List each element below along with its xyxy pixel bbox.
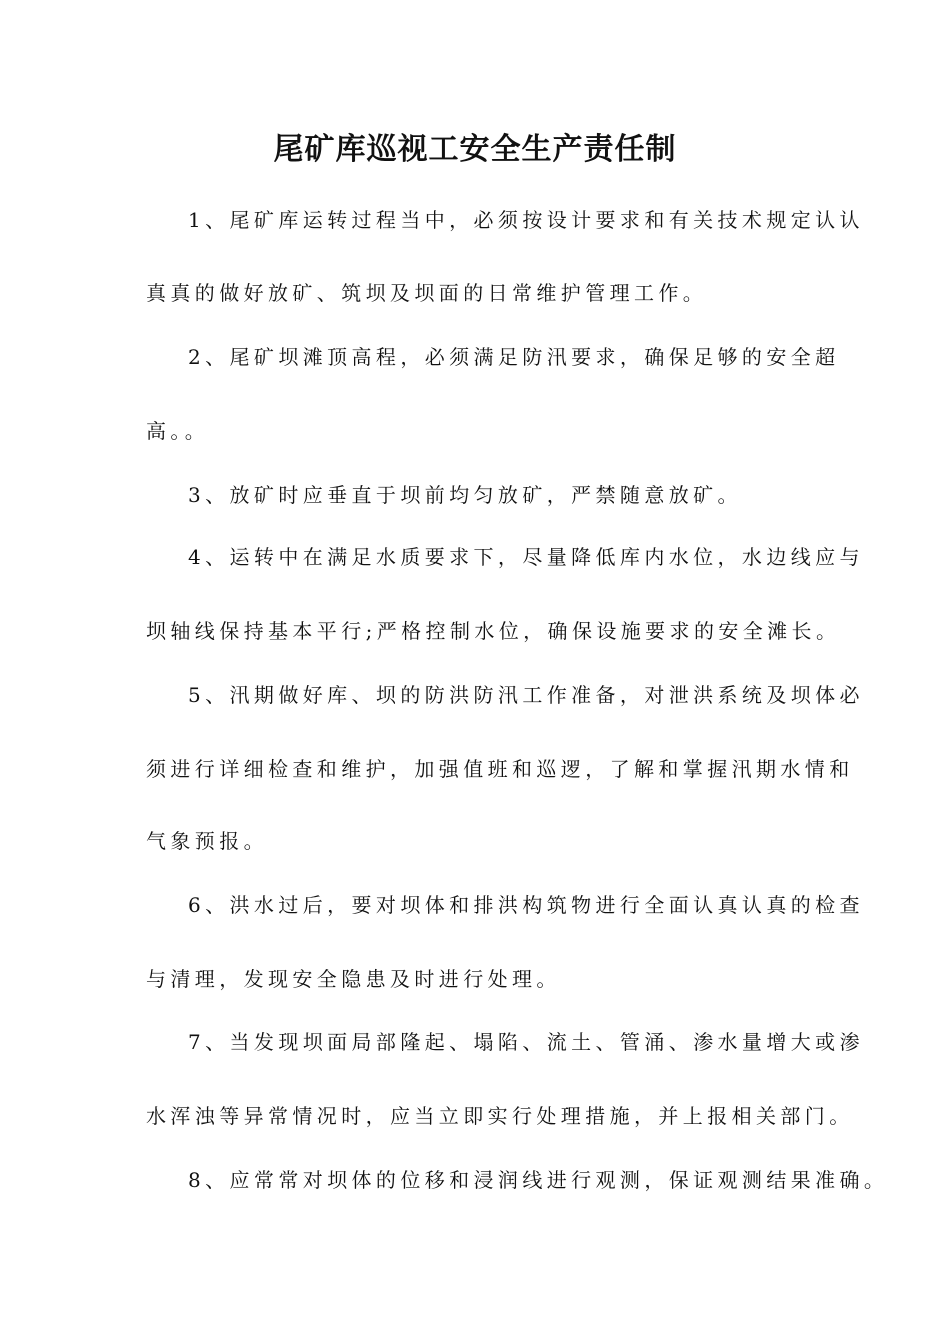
item-4-line-2: 坝轴线保持基本平行;严格控制水位，确保设施要求的安全滩长。 bbox=[146, 619, 841, 643]
item-1-line-2: 真真的做好放矿、筑坝及坝面的日常维护管理工作。 bbox=[146, 281, 708, 305]
item-5-line-1: 5、汛期做好库、坝的防洪防汛工作准备，对泄洪系统及坝体必 bbox=[188, 683, 864, 707]
item-4-line-1: 4、运转中在满足水质要求下，尽量降低库内水位，水边线应与 bbox=[188, 545, 864, 569]
item-7-line-1: 7、当发现坝面局部隆起、塌陷、流土、管涌、渗水量增大或渗 bbox=[188, 1030, 864, 1054]
item-2-line-2: 高。。 bbox=[146, 419, 210, 443]
item-5-line-2: 须进行详细检查和维护，加强值班和巡逻，了解和掌握汛期水情和 bbox=[146, 757, 854, 781]
item-6-line-2: 与清理，发现安全隐患及时进行处理。 bbox=[146, 967, 561, 991]
item-6-line-1: 6、洪水过后，要对坝体和排洪构筑物进行全面认真认真的检查 bbox=[188, 893, 864, 917]
item-5-line-3: 气象预报。 bbox=[146, 829, 268, 853]
item-3-line-1: 3、放矿时应垂直于坝前均匀放矿，严禁随意放矿。 bbox=[188, 483, 742, 507]
item-1-line-1: 1、尾矿库运转过程当中，必须按设计要求和有关技术规定认认 bbox=[188, 208, 864, 232]
item-8-line-1: 8、应常常对坝体的位移和浸润线进行观测，保证观测结果准确。 bbox=[188, 1168, 889, 1192]
document-title: 尾矿库巡视工安全生产责任制 bbox=[273, 132, 677, 167]
item-2-line-1: 2、尾矿坝滩顶高程，必须满足防汛要求，确保足够的安全超 bbox=[188, 345, 840, 369]
item-7-line-2: 水浑浊等异常情况时，应当立即实行处理措施，并上报相关部门。 bbox=[146, 1104, 854, 1128]
